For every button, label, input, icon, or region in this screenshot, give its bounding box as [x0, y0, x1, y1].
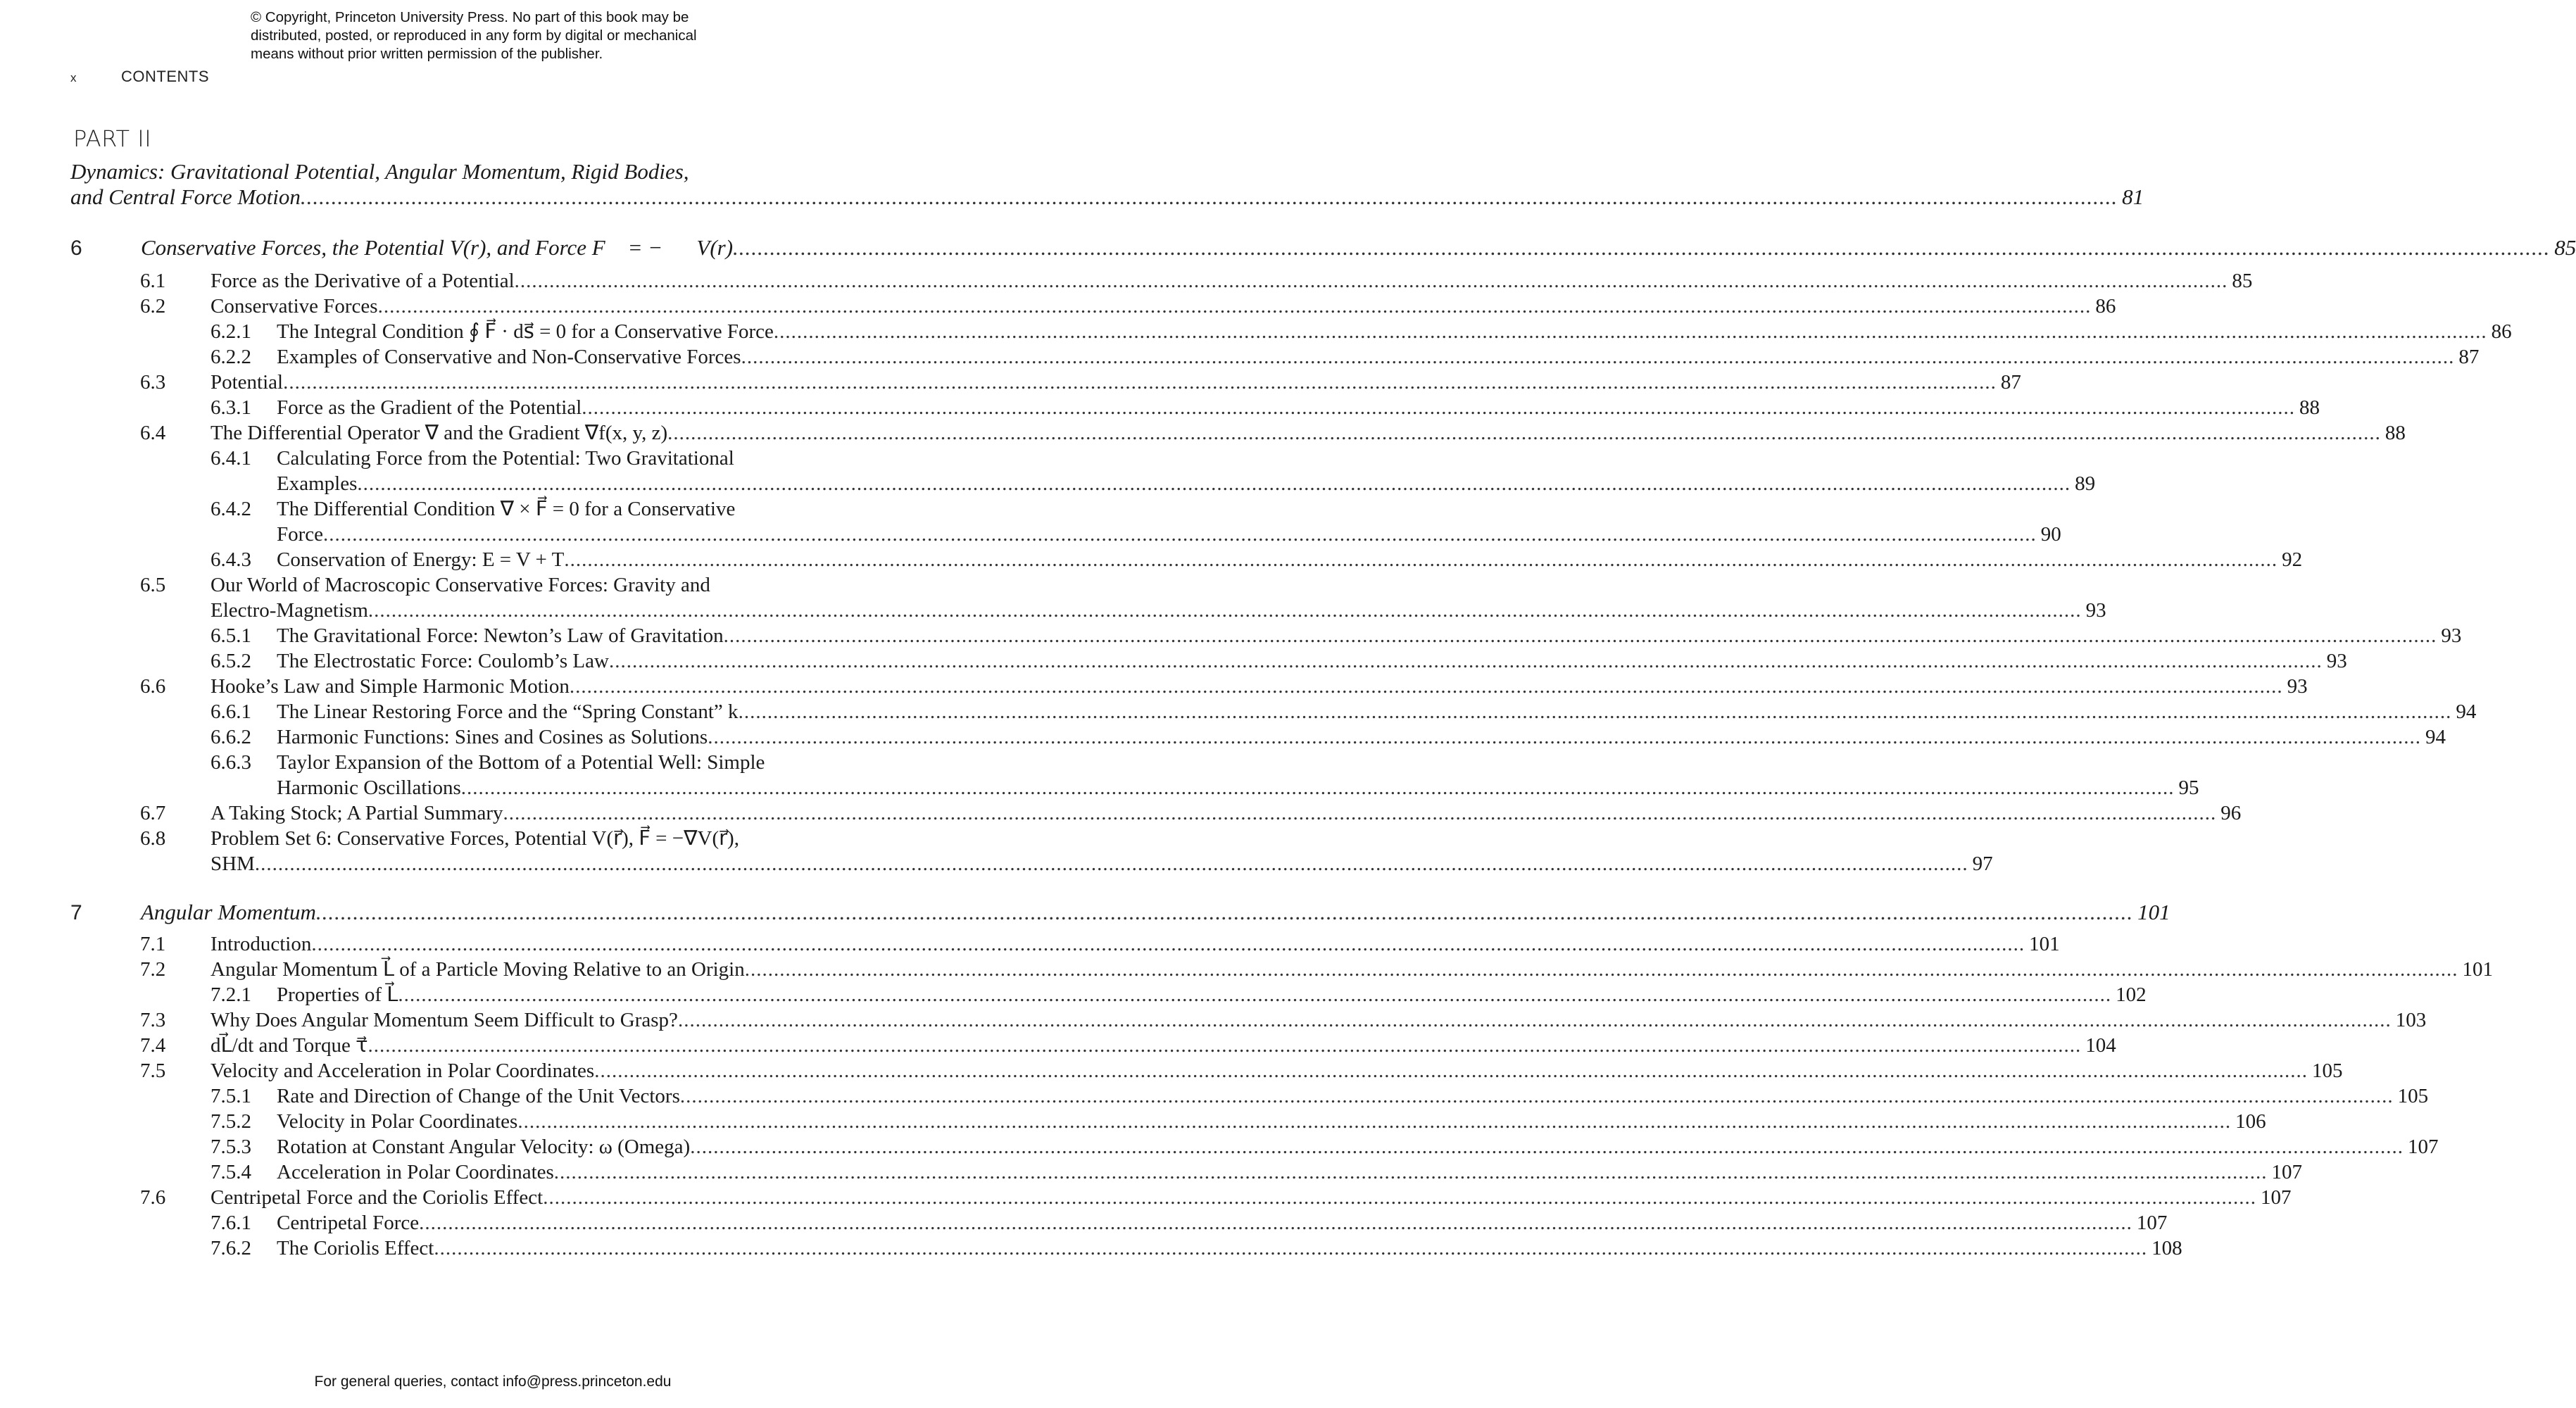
- toc-entry[interactable]: Hooke’s Law and Simple Harmonic Motion ..... 93: [211, 674, 883, 699]
- toc-entry[interactable]: Conservation of Energy: E = V + T ..... 92: [277, 547, 883, 572]
- toc-number: 6.2.1: [211, 320, 251, 343]
- toc-number: 7.1: [140, 933, 166, 955]
- copyright-line: distributed, posted, or reproduced in any form by digital or mechanical: [251, 27, 697, 44]
- toc-entry[interactable]: Force as the Derivative of a Potential ..... 85: [211, 268, 883, 294]
- toc-number: 7.6.2: [211, 1237, 251, 1259]
- toc-number: 6.6.2: [211, 726, 251, 748]
- toc-entry[interactable]: Rate and Direction of Change of the Unit Vectors ..... 105: [277, 1083, 883, 1109]
- toc-number: 7.3: [140, 1009, 166, 1031]
- toc-entry[interactable]: Harmonic Functions: Sines and Cosines as Solutions ..... 94: [277, 724, 883, 750]
- toc-number: 7.5.3: [211, 1136, 251, 1158]
- toc-number: 7.5.2: [211, 1110, 251, 1133]
- toc-entry[interactable]: Properties of L⃗ ..... 102: [277, 982, 883, 1007]
- toc-entry[interactable]: Potential ..... 87: [211, 370, 883, 395]
- toc-entry[interactable]: Velocity in Polar Coordinates ..... 106: [277, 1109, 883, 1134]
- toc-number: 6.2.2: [211, 346, 251, 368]
- toc-number: 7.5.1: [211, 1085, 251, 1107]
- copyright-line: means without prior written permission of the publisher.: [251, 46, 603, 62]
- toc-number: 6.5: [140, 574, 166, 596]
- copyright-notice: [251, 8, 786, 63]
- toc-number: 6.4.1: [211, 447, 251, 470]
- part-label: PART II: [73, 125, 152, 152]
- running-head: [70, 68, 209, 86]
- toc-entry[interactable]: Problem Set 6: Conservative Forces, Potential V(r⃗), F⃗ = −∇V(r⃗),: [211, 827, 739, 850]
- toc-entry[interactable]: The Differential Operator ∇ and the Gradient ∇f(x, y, z) ..... 88: [211, 420, 883, 446]
- toc-number: 6.6.1: [211, 700, 251, 723]
- toc-page: 101: [2137, 900, 2170, 924]
- toc-entry[interactable]: Our World of Macroscopic Conservative Forces: Gravity and: [211, 574, 710, 596]
- chapter-6-title[interactable]: Conservative Forces, the Potential V(r), and Force F⃗ = −∇⃗V(r) ..... 85: [141, 235, 883, 260]
- toc-number: 6.1: [140, 270, 166, 292]
- chapter-number: 7: [70, 901, 82, 924]
- toc-entry[interactable]: Rotation at Constant Angular Velocity: ω (Omega) ..... 107: [277, 1134, 883, 1159]
- toc-entry[interactable]: Conservative Forces ..... 86: [211, 294, 883, 319]
- toc-entry[interactable]: Force as the Gradient of the Potential ..... 88: [277, 395, 883, 420]
- chapter-number: 6: [70, 237, 82, 260]
- toc-entry[interactable]: Introduction ..... 101: [211, 931, 883, 957]
- part-title-line1[interactable]: Dynamics: Gravitational Potential, Angular Momentum, Rigid Bodies,: [70, 159, 689, 184]
- toc-number: 6.5.2: [211, 650, 251, 672]
- toc-number: 7.5.4: [211, 1161, 251, 1183]
- toc-number: 7.2.1: [211, 983, 251, 1006]
- toc-number: 7.6: [140, 1186, 166, 1209]
- toc-entry-continued[interactable]: SHM ..... 97: [211, 851, 883, 876]
- toc-number: 6.2: [140, 295, 166, 318]
- footer-contact: For general queries, contact info@press.princeton.edu: [314, 1374, 672, 1390]
- toc-number: 6.4: [140, 422, 166, 444]
- toc-entry[interactable]: Examples of Conservative and Non-Conservative Forces ..... 87: [277, 344, 883, 370]
- toc-entry[interactable]: The Electrostatic Force: Coulomb’s Law ..... 93: [277, 648, 883, 674]
- toc-entry[interactable]: The Gravitational Force: Newton’s Law of Gravitation ..... 93: [277, 623, 883, 648]
- toc-number: 7.2: [140, 958, 166, 981]
- toc-entry-continued[interactable]: Electro-Magnetism ..... 93: [211, 598, 883, 623]
- toc-number: 6.7: [140, 802, 166, 824]
- toc-page: 81: [2122, 184, 2144, 209]
- toc-entry[interactable]: The Differential Condition ∇ × F⃗ = 0 for a Conservative: [277, 498, 736, 520]
- toc-number: 6.4.3: [211, 548, 251, 571]
- toc-entry[interactable]: Angular Momentum L⃗ of a Particle Moving Relative to an Origin ..... 101: [211, 957, 883, 982]
- toc-number: 6.8: [140, 827, 166, 850]
- toc-entry-continued[interactable]: Force ..... 90: [277, 522, 883, 547]
- toc-entry-continued[interactable]: Harmonic Oscillations ..... 95: [277, 775, 883, 800]
- page-number: x: [70, 71, 77, 84]
- toc-entry[interactable]: Calculating Force from the Potential: Two Gravitational: [277, 447, 734, 470]
- toc-entry[interactable]: Why Does Angular Momentum Seem Difficult to Grasp? ..... 103: [211, 1007, 883, 1033]
- part-title-line2[interactable]: and Central Force Motion ..... 81: [70, 184, 883, 210]
- toc-entry[interactable]: The Integral Condition ∮ F⃗ · ds⃗ = 0 for a Conservative Force ..... 86: [277, 319, 883, 344]
- toc-entry[interactable]: dL⃗/dt and Torque τ⃗ ..... 104: [211, 1033, 883, 1058]
- toc-number: 6.6.3: [211, 751, 251, 774]
- toc-number: 6.3: [140, 371, 166, 394]
- toc-number: 7.4: [140, 1034, 166, 1057]
- toc-entry[interactable]: The Linear Restoring Force and the “Spring Constant” k ..... 94: [277, 699, 883, 724]
- toc-entry[interactable]: The Coriolis Effect ..... 108: [277, 1236, 883, 1261]
- toc-entry[interactable]: Centripetal Force and the Coriolis Effect ..... 107: [211, 1185, 883, 1210]
- toc-number: 7.6.1: [211, 1212, 251, 1234]
- running-head-label: CONTENTS: [121, 68, 209, 85]
- toc-entry[interactable]: Taylor Expansion of the Bottom of a Potential Well: Simple: [277, 751, 765, 774]
- toc-entry[interactable]: Acceleration in Polar Coordinates ..... 107: [277, 1159, 883, 1185]
- toc-number: 6.6: [140, 675, 166, 698]
- toc-page: 85: [2554, 235, 2576, 260]
- toc-entry-continued[interactable]: Examples ..... 89: [277, 471, 883, 496]
- chapter-7-title[interactable]: Angular Momentum ..... 101: [141, 900, 883, 925]
- toc-number: 6.4.2: [211, 498, 251, 520]
- toc-number: 6.3.1: [211, 396, 251, 419]
- toc-number: 7.5: [140, 1060, 166, 1082]
- toc-number: 6.5.1: [211, 624, 251, 647]
- copyright-line: © Copyright, Princeton University Press. No part of this book may be: [251, 9, 689, 25]
- toc-entry[interactable]: Centripetal Force ..... 107: [277, 1210, 883, 1236]
- toc-entry[interactable]: A Taking Stock; A Partial Summary ..... 96: [211, 800, 883, 826]
- toc-entry[interactable]: Velocity and Acceleration in Polar Coordinates ..... 105: [211, 1058, 883, 1083]
